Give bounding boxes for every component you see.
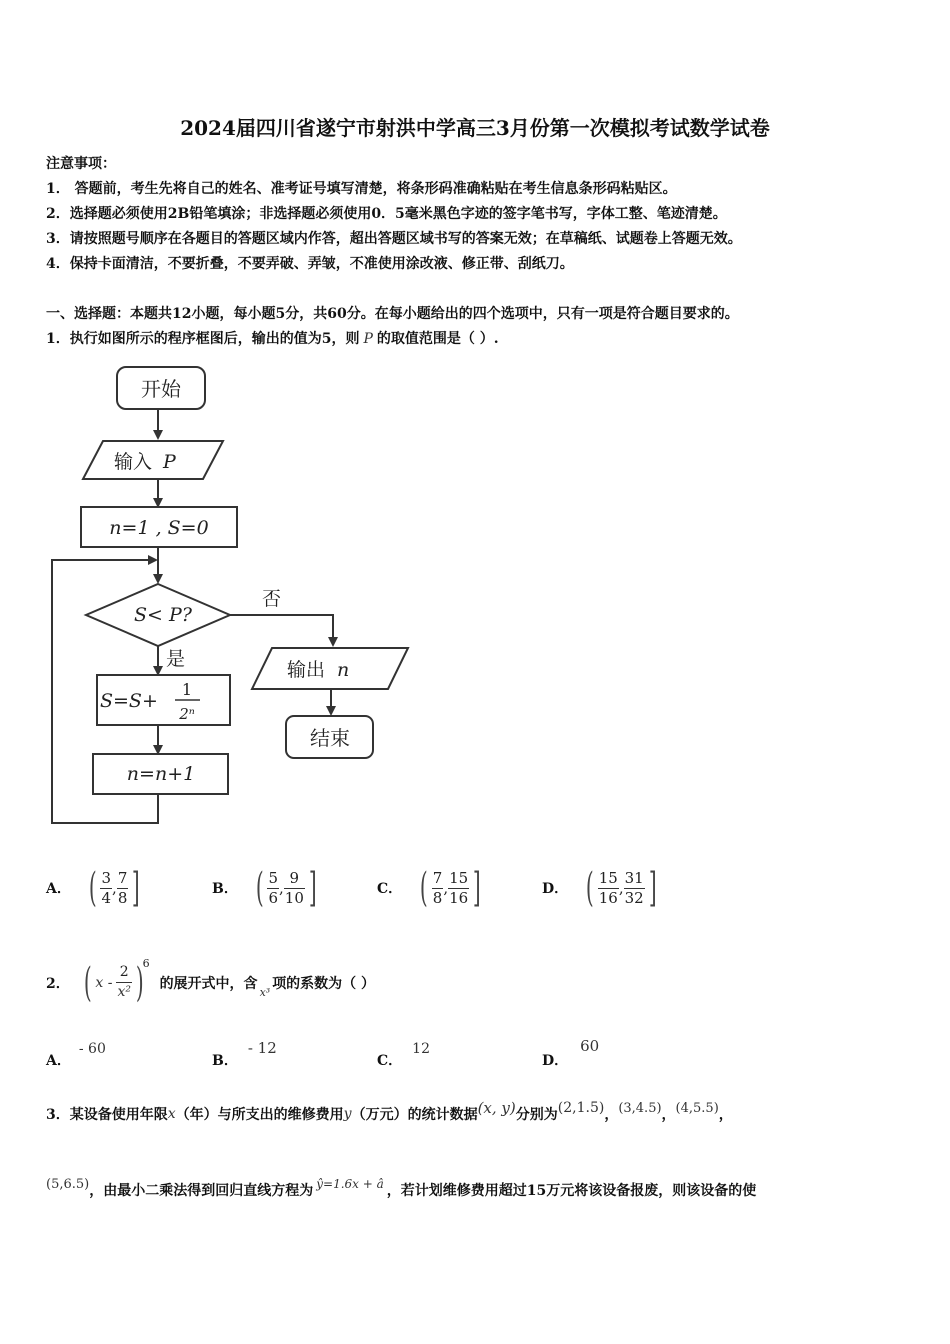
q1-option-c: C． ( $\frac{7}{8}$ , $\frac{15}{16}$ ] (377, 865, 481, 911)
q1-option-b: B． ( $\frac{5}{6}$ , $\frac{9}{10}$ ] (212, 865, 317, 911)
init-label: n=1 , S=0 (109, 517, 209, 539)
update-s-label: S=S+ (100, 690, 158, 712)
notice-item: 2．选择题必须使用2B铅笔填涂；非选择题必须使用0．5毫米黑色字迹的签字笔书写，字体工整、笔迹清楚。 (46, 206, 727, 222)
input-node (83, 441, 223, 479)
question-3-line-2: (5,6.5) ，由最小二乘法得到回归直线方程为 ŷ=1.6x + â ，若计划维修费用超过15万元将该设备报废，则该设备的使 (46, 1176, 757, 1199)
end-label: 结束 (310, 726, 350, 750)
input-var: P (163, 451, 176, 473)
output-node (252, 648, 408, 689)
output-var: n (337, 659, 350, 681)
notice-heading: 注意事项： (46, 156, 116, 172)
notice-item: 3．请按照题号顺序在各题目的答题区域内作答，超出答题区域书写的答案无效；在草稿纸、试题卷上答题无效。 (46, 231, 742, 247)
no-label: 否 (262, 588, 282, 610)
page-title: 2024届四川省遂宁市射洪中学高三3月份第一次模拟考试数学试卷 (180, 116, 770, 140)
update-s-num: 1 (181, 680, 193, 699)
update-s-den: 2ⁿ (179, 705, 195, 723)
question-1-stem (46, 328, 499, 348)
start-label: 开始 (141, 377, 181, 401)
q1-stem-b: 的取值范围是（ ）. (376, 331, 499, 347)
q2-exponent: 6 (142, 956, 150, 970)
question-2-stem: 2． ( x - $\frac{2}{\text{x²}}$ ) 6 的展开式中，含 x³ 项的系数为（ ） (46, 956, 376, 1006)
q1-option-a: A． ( $\frac{3}{4}$ , $\frac{7}{8}$ ] (46, 865, 141, 911)
q2-option-a: A．- 60 (46, 1041, 106, 1069)
q2-option-d: D．60 (542, 1037, 600, 1069)
notice-item: 1． 答题前，考生先将自己的姓名、准考证号填写清楚，将条形码准确粘贴在考生信息条形码粘贴区。 (46, 181, 677, 197)
update-n-label: n=n+1 (126, 763, 196, 785)
program-flowchart (40, 355, 420, 835)
yes-label: 是 (166, 648, 186, 670)
condition-label: S< P? (134, 604, 192, 626)
q1-option-d: D． ( $\frac{15}{16}$ , $\frac{31}{32}$ ] (542, 865, 657, 911)
section-heading: 一、选择题：本题共12小题，每小题5分，共60分。在每小题给出的四个选项中，只有一项是符合题目要求的。 (46, 306, 739, 322)
question-3-line-1: 3．某设备使用年限 x （年）与所支出的维修费用 y （万元）的统计数据 (x, y) 分别为 (2,1.5) ， (3,4.5) ， (4,5.5) ， (46, 1099, 733, 1123)
input-label: 输入 (114, 451, 153, 473)
q1-stem-a: 1．执行如图所示的程序框图后，输出的值为5，则 (46, 331, 360, 347)
notice-item: 4．保持卡面清洁，不要折叠，不要弄破、弄皱，不准使用涂改液、修正带、刮纸刀。 (46, 256, 574, 272)
output-label: 输出 (287, 659, 326, 681)
q1-var: P (363, 331, 373, 347)
no-branch-line (230, 615, 333, 642)
q2-term: x³ (259, 986, 271, 999)
q2-option-b: B．- 12 (212, 1039, 277, 1069)
q2-option-c: C．12 (377, 1041, 430, 1069)
